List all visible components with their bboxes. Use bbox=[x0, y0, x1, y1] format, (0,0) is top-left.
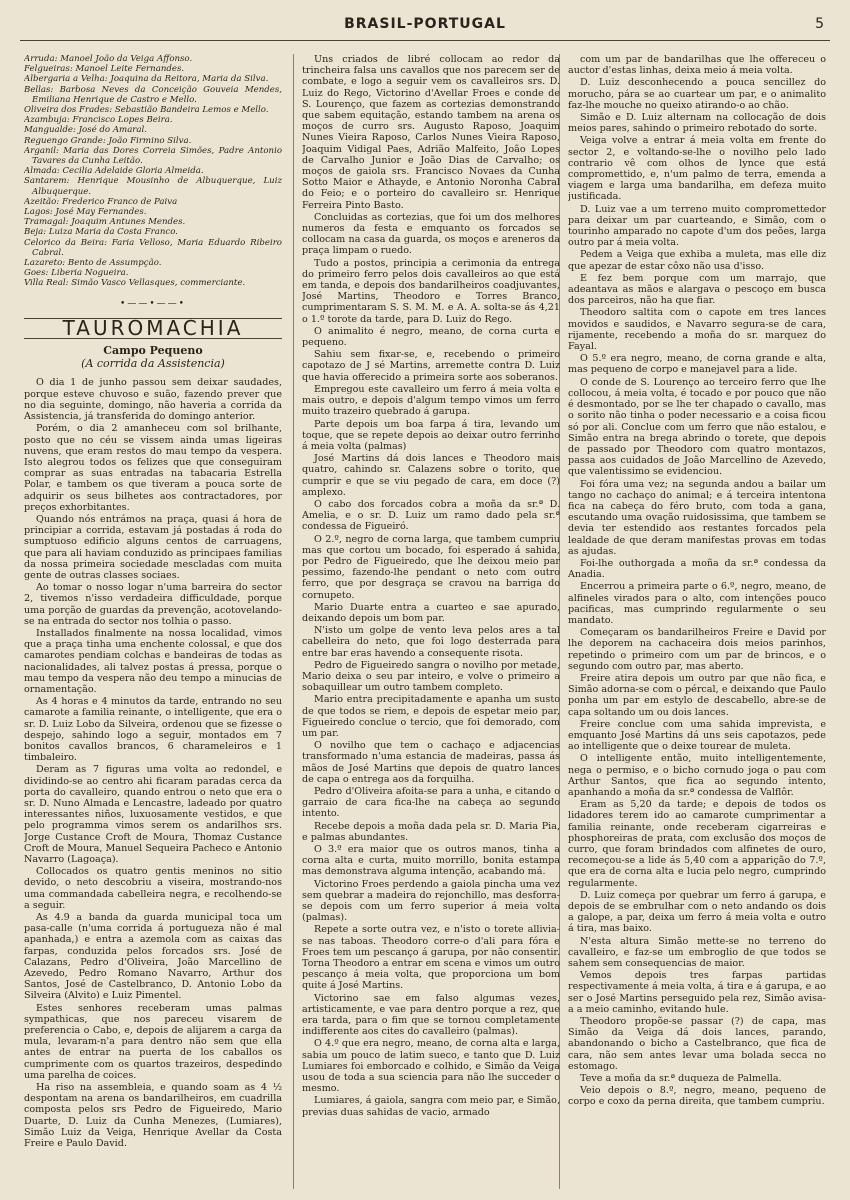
article-paragraph: Eram as 5,20 da tarde; e depois de todos os lidadores terem ido ao camarote cumprimentar a familia reinante, onde receberam cigarreiras e phosphoreiras de prata, com exclusão dos moços de curro, que foram brindados com alfinetes de ouro, recomeçou-se a lide ás 5,40 com a apparição do 7.º, que era de corna alta e lucia pelo negro, cumprindo regularmente. bbox=[568, 799, 826, 889]
correspondent-entry: Almada: Cecilia Adelaide Gloria Almeida. bbox=[24, 166, 204, 177]
article-paragraph: Veiga volve a entrar á meia volta em frente do sector 2, e voltando-se-lhe o novilho pelo lado contrario vê com olhos de lynce que está compromettido, e, n'um palmo de terra, emenda a viagem e larga uma bandarilha, em defeza muito justificada. bbox=[568, 135, 826, 203]
article-paragraph: Concluidas as cortezias, que foi um dos melhores numeros da festa e emquanto os forcados se collocam na casa da guarda, os moços e areneros da praça limpam o ruedo. bbox=[302, 211, 560, 257]
article-paragraph: Porém, o dia 2 amanheceu com sol brilhante, posto que no céu se vissem ainda umas ligeiras nuvens, que eram restos do mau tempo da vespera. Isto alegrou todos os felizes que que conseguiram comprar as suas entradas na tabacaria Estrella Polar, e tambem os que tiveram a pouca sorte de adquirir os seus bilhetes aos contractadores, por preços exhorbitantes. bbox=[24, 423, 282, 513]
correspondent-entry: Arganil: Maria das Dores Correia Simões, Padre Antonio Tavares da Cunha Leitão. bbox=[24, 145, 282, 167]
article-paragraph: Victorino sae em falso algumas vezes, artisticamente, e vae para dentro porque a rez, que era tarda, para o fim que se tornou completamente indifferente aos cites do cavalleiro (palmas). bbox=[302, 992, 560, 1038]
article-paragraph: Sahiu sem fixar-se, e, recebendo o primeiro capotazo de J sé Martins, arremette contra D. Luiz que havia offerecido a primeira sorte aos soberanos. bbox=[302, 349, 560, 383]
masthead-title: BRASIL-PORTUGAL bbox=[344, 16, 506, 32]
article-paragraph: Installados finalmente na nossa localidad, vimos que a praça tinha uma enchente colossal, e que dos camarotes pendiam colchas e bandeiras de todas as nacionalidades, ali talvez postas á pressa, porque o mau tempo da vespera não deu tempo a minucias de ornamentação. bbox=[24, 627, 282, 695]
correspondent-entry: Lazareto: Bento de Assumpção. bbox=[24, 258, 162, 269]
article-body-col1 bbox=[24, 377, 282, 1149]
correspondent-entry: Reguengo Grande: João Firmino Silva. bbox=[24, 135, 192, 146]
article-paragraph: N'isto um golpe de vento leva pelos ares a tal cabelleira do neto, que foi logo desterrada para entre bar eras havendo a consequente risota. bbox=[302, 625, 560, 659]
correspondent-entry: Oliveira dos Frades: Sebastião Bandeira Lemos e Mello. bbox=[24, 105, 269, 116]
article-paragraph: D. Luiz vae a um terreno muito compromettedor para deixar um par cuarteando, e Simão, com o tourinho amparado no capote d'um dos peões, larga outro par á meia volta. bbox=[568, 203, 826, 249]
column-rule bbox=[293, 54, 294, 1189]
article-paragraph: D. Luiz começa por quebrar um ferro á garupa, e depois de se embrulhar com o neto andando os dois a galope, a par, deixa um ferro á meia volta e outro á tira, mas baixo. bbox=[568, 889, 826, 935]
article-paragraph: Mario entra precipitadamente e apanha um susto de que todos se riem, e depois de espetar meio par, Figueiredo conclue o tercio, que foi demorado, com um par. bbox=[302, 694, 560, 739]
article-paragraph: Estes senhores receberam umas palmas sympathicas, que nos pareceu visarem de preferencia o Cabo, e, depois de alijarem a carga da mula, levaram-n'a para dentro não sem que ella antes de entrar na puerta de los caballos os cumprimente com os quartos trazeiros, despedindo uma parelha de coices. bbox=[24, 1002, 282, 1081]
article-paragraph: O conde de S. Lourenço ao terceiro ferro que lhe collocou, á meia volta, é tocado e por pouco que não é desmontado, por se lhe ter chapado o cavallo, mas o sorito não tinha o poder necessario e a coisa ficou só por ali. Conclue com um ferro que não estalou, e Simão entra na brega abrindo o torete, que depois de passado por Theodoro com quatro montazos, passa aos cuidados de João Marcellino de Azevedo, que valentissimo se evidenciou. bbox=[568, 376, 826, 478]
article-paragraph: Foi fóra uma vez; na segunda andou a bailar um tango no cachaço do animal; e á terceira intentona fica na cabeça do féro bruto, com toda a gana, escutando uma ovação ruidosissima, que tambem se devia ter estendido aos restantes forcados pela lealdade de que deram manifestas provas em todas as ajudas. bbox=[568, 478, 826, 557]
article-paragraph: Teve a moña da sr.ª duqueza de Palmella. bbox=[580, 1073, 782, 1085]
correspondent-entry: Azeitão: Frederico Franco de Paiva bbox=[24, 196, 178, 207]
article-paragraph: Ao tomar o nosso logar n'uma barreira do sector 2, tivemos n'isso verdadeira difficuldade, porque uma porção de guardas da prevenção, acotovelando-se na entrada do sector nos tolhia o passo. bbox=[24, 582, 282, 627]
article-paragraph: Pedro d'Oliveira afoita-se para a unha, e citando o garraio de cara fica-lhe na cabeça ao segundo intento. bbox=[302, 786, 560, 820]
article-paragraph: Começaram os bandarilheiros Freire e David por lhe deporem na cachaceira dois meios parinhos, repetindo o primeiro com um par de brincos, e o segundo com outro par, mas aberto. bbox=[568, 627, 826, 672]
correspondent-list bbox=[24, 54, 282, 289]
article-paragraph: O 4.º que era negro, meano, de corna alta e larga, sabia um pouco de latim sueco, e tanto que D. Luiz Lumiares foi emborcado e colhido, e Simão da Veiga usou de toda a sua sciencia para não lhe succeder o mesmo. bbox=[302, 1038, 560, 1095]
article-paragraph: E fez bem porque com um marrajo, que adeantava as mãos e alargava o pescoço em busca dos parceiros, não ha que fiar. bbox=[568, 272, 826, 307]
article-paragraph: Freire atira depois um outro par que não fica, e Simão adorna-se com o pércal, e deixando que Paulo ponha um par em estylo de descabello, abre-se de capa soltando um ou dois lances. bbox=[568, 672, 826, 718]
article-paragraph: Mario Duarte entra a cuarteo e sae apurado, deixando depois um bom par. bbox=[302, 601, 560, 624]
section-separator: •——•——• bbox=[120, 298, 186, 309]
correspondent-entry: Santarem: Henrique Mousinho de Albuquerque, Luiz Albuquerque. bbox=[24, 176, 282, 197]
article-paragraph: O novilho que tem o cachaço e adjacencias transformado n'uma estancia de madeiras, passa ás mãos de José Martins que depois de quatro lances de capa o entrega aos da forquilha. bbox=[302, 740, 560, 785]
article-paragraph: O intelligente então, muito intelligentemente, nega o permiso, e o bicho cornudo joga o pau com Arthur Santos, que fica ao segundo intento, apanhando a moña da sr.ª condessa de Valflôr. bbox=[568, 753, 826, 798]
correspondent-entry: Albergaria a Velha: Joaquina da Reitora, Maria da Silva. bbox=[24, 74, 269, 85]
article-title: Campo Pequeno bbox=[103, 344, 203, 358]
article-paragraph: Uns criados de libré collocam ao redor da trincheira falsa uns cavallos que nos parecem ser de combate, e logo a seguir vem os cavalleiros srs. D. Luiz do Rego, Victorino d'Avellar Froes e conde de S. Lourenço, que fazem as cortezias demonstrando que sabem equitação, estando tambem na arena os moços de curro srs. Augusto Raposo, Joaquim Nunes Vieira Raposo, Carlos Nunes Vieira Raposo, Joaquim Vidigal Paes, Adrião Malfeito, João Lopes de Carvalho Junior e João Dias de Carvalho; os moços de gaiola srs. Francisco Novaes da Cunha Sotto Maior e Athayde, e Antonio Noronha Cabral do Feio; e o porteiro do cavalleiro sr. Henrique Ferreira Pinto Basto. bbox=[302, 54, 560, 211]
article-paragraph: Encerrou a primeira parte o 6.º, negro, meano, de alfineles virados para o alto, com intenções pouco pacificas, mas cumprindo regularmente o seu mandato. bbox=[568, 581, 826, 626]
correspondent-entry: Lagos: José May Fernandes. bbox=[24, 207, 147, 218]
article-paragraph: D. Luiz desconhecendo a pouca sencillez do morucho, pára se ao cuartear um par, e o animalito faz-lhe mouche no queixo atirando-o ao chão. bbox=[568, 77, 826, 111]
correspondent-entry: Arruda: Manoel João da Veiga Affonso. bbox=[24, 54, 193, 64]
column-1 bbox=[24, 54, 282, 1194]
section-title: TAUROMACHIA bbox=[24, 318, 282, 339]
article-paragraph: N'esta altura Simão mette-se no terreno do cavalleiro, e faz-se um embroglio de que todos se sahem sem consequencias de maior. bbox=[568, 935, 826, 970]
article-paragraph: Veio depois o 8.º, negro, meano, pequeno de corpo e coxo da perna direita, que tambem cumpriu. bbox=[568, 1085, 826, 1108]
article-paragraph: Parte depois um boa farpa á tira, levando um toque, que se repete depois ao deixar outro ferrinho á meia volta (palmas) bbox=[302, 418, 560, 452]
article-paragraph: Simão e D. Luiz alternam na collocação de dois meios pares, sahindo o primeiro rebotado do sorte. bbox=[568, 112, 826, 135]
article-paragraph: O dia 1 de junho passou sem deixar saudades, porque esteve chuvoso e suão, fazendo prever que no dia seguinte, domingo, não haveria a corrida da Assistencia, já transferida do domingo anterior. bbox=[24, 377, 282, 423]
article-paragraph: Pedem a Veiga que exhiba a muleta, mas elle diz que apezar de estar côxo não usa d'isso. bbox=[568, 249, 826, 272]
correspondent-entry: Goes: Liberia Nogueira. bbox=[24, 268, 129, 279]
article-paragraph: Theodoro saltita com o capote em tres lances movidos e saudidos, e Navarro segura-se de cara, rijamente, recebendo a moña do sr. marquez do Fayal. bbox=[568, 307, 826, 353]
article-paragraph: Ha riso na assembleia, e quando soam as 4 ½ despontam na arena os bandarilheiros, em cuadrilla composta pelos srs Pedro de Figueiredo, Mario Duarte, D. Luiz da Cunha Menezes, (Lumiares), Simão Luiz da Veiga, Henrique Avellar da Costa Freire e Paulo David. bbox=[24, 1082, 282, 1150]
correspondent-entry: Beja: Luiza Maria da Costa Franco. bbox=[24, 227, 178, 238]
correspondent-entry: Celorico da Beira: Faria Velloso, Maria Eduardo Ribeiro Cabral. bbox=[24, 237, 282, 258]
article-paragraph: Recebe depois a moña dada pela sr. D. Maria Pia, e palmas abundantes. bbox=[302, 820, 560, 843]
article-paragraph: Empregou este cavalleiro um ferro á meia volta e mais outro, e depois d'algum tempo vimos um ferro muito trazeiro quebrado á garupa. bbox=[302, 383, 560, 418]
article-paragraph: As 4 horas e 4 minutos da tarde, entrando no seu camarote a familia reinante, o intelligente, que era o sr. D. Luiz Lobo da Silveira, ordenou que se fizesse o despejo, sahindo logo a seguir, montados em 7 bonitos cavallos brancos, 6 charameleiros e 1 timbaleiro. bbox=[24, 696, 282, 764]
correspondent-entry: Azambuja: Francisco Lopes Beira. bbox=[24, 115, 173, 126]
article-paragraph: Collocados os quatro gentis meninos no sitio devido, o neto descobriu a viseira, mostrando-nos uma commandada cabelleira negra, e recolhendo-se a seguir. bbox=[24, 866, 282, 911]
correspondent-entry: Villa Real: Simão Vasco Vellasques, commerciante. bbox=[24, 278, 246, 289]
page-header bbox=[20, 14, 830, 41]
article-subtitle: (A corrida da Assistencia) bbox=[81, 357, 225, 371]
correspondent-entry: Bellas: Barbosa Neves da Conceição Gouveia Mendes, Emiliana Henrique de Castro e Mello. bbox=[24, 84, 282, 105]
article-paragraph: Deram as 7 figuras uma volta ao redondel, e dividindo-se ao centro ahi ficaram paradas cerca da porta do cavalleiro, quando entrou o neto que era o sr. D. Nuno Almada e Lencastre, ladeado por quatro interessantes niños, luxuosamente vestidos, e que pelo programma vimos serem os andarilhos srs. Jorge Custance Croft de Moura, Thomaz Custance Croft de Moura, Manuel Sequeira Pacheco e Antonio Navarro (Lagoaça). bbox=[24, 764, 282, 866]
article-paragraph: José Martins dá dois lances e Theodoro mais quatro, cahindo sr. Calazens sobre o torito, que cumprir e que se viu pegado de cara, em doce (?) amplexo. bbox=[302, 453, 560, 498]
correspondent-entry: Tramagal: Joaquim Antunes Mendes. bbox=[24, 217, 186, 228]
article-paragraph: Tudo a postos, principia a cerimonia da entrega do primeiro ferro pelos dois cavalleiros ao que está em tanda, e depois dos bandarilheiros coadjuvantes, José Martins, Theodoro e Torres Branco, cumprimentaram S. S. M. M. e A. A. solta-se ás 4,21 o 1.º torote da tarde, para D. Luiz do Rego. bbox=[302, 257, 560, 325]
article-paragraph: Freire conclue com uma sahida imprevista, e emquanto José Martins dá uns seis capotazos, pede ao intelligente que o deixe tourear de muleta. bbox=[568, 718, 826, 753]
article-paragraph: Theodoro propõe-se passar (?) de capa, mas Simão da Veiga dá dois lances, parando, abandonando o bicho a Castelbranco, que fica de cara, não sem antes levar uma bolada secca no estomago. bbox=[568, 1016, 826, 1072]
column-3 bbox=[568, 54, 826, 1194]
correspondent-entry: Felgueiras: Manoel Leite Fernandes. bbox=[24, 64, 185, 75]
column-2 bbox=[302, 54, 560, 1194]
article-paragraph: Pedro de Figueiredo sangra o novilho por metade, Mario deixa o seu par inteiro, e volve o primeiro a sobaquillear um outro tambem completo. bbox=[302, 659, 560, 694]
article-paragraph: Lumiares, á gaiola, sangra com meio par, e Simão, previas duas sahidas de vacio, armado bbox=[302, 1095, 560, 1118]
article-paragraph: O 5.º era negro, meano, de corna grande e alta, mas pequeno de corpo e manejavel para a lide. bbox=[568, 353, 826, 376]
article-paragraph: Vemos depois tres farpas partidas respectivamente á meia volta, á tira e á garupa, e ao ser o José Martins perseguido pela rez, Simão avisa-a a meio caminho, evitando hule. bbox=[568, 970, 826, 1015]
correspondent-entry: Mangualde: José do Amaral. bbox=[24, 125, 148, 136]
article-paragraph: O cabo dos forcados cobra a moña da sr.ª D. Amelia, e o sr. D. Luiz um ramo dado pela sr.ª condessa de Figueiró. bbox=[302, 498, 560, 533]
article-paragraph: com um par de bandarilhas que lhe offereceu o auctor d'estas linhas, deixa meio á meia volta. bbox=[568, 54, 826, 77]
page-number: 5 bbox=[815, 16, 824, 32]
article-paragraph: As 4.9 a banda da guarda municipal toca um pasa-calle (n'uma corrida á portugueza não é mal apanhada,) e entra a azemola com as caixas das farpas, conduzida pelos forcados srs. José de Calazans, Pedro d'Oliveira, João Marcellino de Azevedo, Pedro Romano Navarro, Arthur dos Santos, José de Castelbranco, D. Antonio Lobo da Silveira (Alvito) e Luiz Pimentel. bbox=[24, 912, 282, 1002]
article-paragraph: O 3.º era maior que os outros manos, tinha a corna alta e curta, muito morrillo, bonita estampa mas demonstrava alguma intenção, acabando má. bbox=[302, 844, 560, 878]
article-paragraph: O animalito é negro, meano, de corna curta e pequeno. bbox=[302, 325, 560, 349]
article-paragraph: Repete a sorte outra vez, e n'isto o torete allivia-se nas taboas. Theodoro corre-o d'ali para fóra e Froes tem um pescanço á garupa, por não consentir. Torna Theodoro a entrar em scena e vimos um outro pescanço á meia volta, que proporciona um bom quite á José Martins. bbox=[302, 924, 560, 992]
article-paragraph: Quando nós entrámos na praça, quasi á hora de principiar a corrida, estavam já postadas á roda do sumptuoso edificio alguns centos de carruagens, que para ali haviam conduzido as principaes familias da nossa primeira sociedade mescladas com muita gente de outras classes sociaes. bbox=[24, 513, 282, 581]
article-paragraph: O 2.º, negro de corna larga, que tambem cumpriu mas que cortou um bocado, foi esperado á sahida, por Pedro de Figueiredo, que lhe deixou meio par pessimo, fazendo-lhe pendant o neto com outro ferro, que por desgraça se cravou na barriga do cornupeto. bbox=[302, 533, 560, 601]
article-paragraph: Victorino Froes perdendo a gaiola pincha uma vez sem quebrar a madeira do rejonchillo, mas desforra-se depois com um ferro superior á meia volta (palmas). bbox=[302, 878, 560, 924]
article-paragraph: Foi-lhe outhorgada a moña da sr.ª condessa da Anadia. bbox=[568, 557, 826, 581]
